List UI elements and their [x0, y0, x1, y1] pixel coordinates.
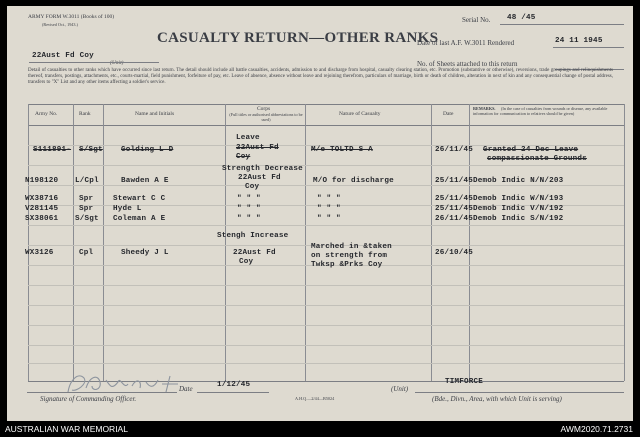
- r1-remark-2: compassionate Grounds: [487, 155, 587, 163]
- ruled-line: [28, 305, 624, 306]
- col-header-date: Date: [443, 111, 454, 117]
- r1-army-no: S111891-: [33, 146, 72, 154]
- col-header-remarks: REMARKS.: [473, 106, 496, 111]
- col-header-remarks-note: (In the case of casualties from wounds or disease, any available information for communication to relatives should be given): [473, 106, 608, 116]
- serial-rule: [500, 24, 624, 25]
- unit-rule: [29, 62, 159, 63]
- signature-rule: [27, 392, 177, 393]
- date-last-value: 24 11 1945: [555, 37, 603, 45]
- unit-value: 22Aust Fd Coy: [32, 52, 94, 60]
- r4-army-no: V281145: [25, 205, 59, 213]
- ruled-line: [28, 165, 624, 166]
- r6-name: Sheedy J L: [121, 249, 169, 257]
- bottom-date-label: Date: [179, 385, 193, 393]
- archive-footer: [0, 421, 640, 437]
- serial-value: 48 /45: [507, 14, 536, 22]
- col-header-corps-note: (Full titles or authorised abbreviations to be used): [229, 112, 303, 122]
- r3-nature: " " ": [317, 195, 341, 203]
- r4-name: Hyde L: [113, 205, 142, 213]
- r4-corps: " " ": [237, 205, 261, 213]
- bottom-date-value: 1/12/45: [217, 381, 251, 389]
- r4-remark: Demob Indic V/N/192: [473, 205, 564, 213]
- ruled-line: [28, 285, 624, 286]
- r2-corps-line1: 22Aust Fd: [238, 174, 281, 182]
- col-header-name: Name and Initials: [135, 111, 175, 117]
- bottom-date-rule: [197, 392, 269, 393]
- r3-date: 25/11/45: [435, 195, 474, 203]
- r4-date: 25/11/45: [435, 205, 474, 213]
- r6-date: 26/10/45: [435, 249, 474, 257]
- unit-label: (Unit): [110, 60, 124, 66]
- r5-corps: " " ": [237, 215, 261, 223]
- date-last-rule: [553, 47, 624, 48]
- sheets-label: No. of Sheets attached to this return: [417, 60, 518, 68]
- r1-name: Golding L D: [121, 146, 174, 154]
- r2-date: 25/11/45: [435, 177, 474, 185]
- r5-army-no: SX38061: [25, 215, 59, 223]
- col-header-corps: Corps: [257, 106, 271, 112]
- r6-corps-line2: Coy: [239, 258, 254, 266]
- table-right-border: [624, 104, 625, 381]
- r6-nature-line1: Marched in &taken: [311, 243, 392, 251]
- r6-army-no: WX3126: [25, 249, 54, 257]
- r3-name: Stewart C C: [113, 195, 166, 203]
- r5-rank: S/Sgt: [75, 215, 99, 223]
- r5-date: 26/11/45: [435, 215, 474, 223]
- leave-label: Leave: [236, 134, 260, 142]
- bde-value: TIMFORCE: [445, 378, 484, 386]
- r5-nature: " " ": [317, 215, 341, 223]
- r2-nature: M/O for discharge: [313, 177, 394, 185]
- r1-nature: M/e TOLTD S A: [311, 146, 373, 154]
- r3-remark: Demob Indic W/N/193: [473, 195, 564, 203]
- bde-rule: [415, 392, 624, 393]
- strength-decrease-label: Strength Decrease: [222, 165, 303, 173]
- ruled-line: [28, 225, 624, 226]
- archive-reference: AWM2020.71.2731: [560, 424, 633, 434]
- r1-rank: S/Sgt: [79, 146, 103, 154]
- instructions-text: Detail of casualties to other ranks which have occurred since last return. The detail should include all battle casualties, accidents, admission to and discharge from hospital, casualty clearing station, etc. Promotion (substantive or otherwise), reversions, trade groupings and relinquishments thereof, transfers, postings, attachments, etc., courts-martial, field punishment, forfeiture of pay, etc. Leave of absence, absence without leave and rejoining therefrom, particulars of marriage, birth or death of children, alteration in next of kin and any consequential change of postal address, transfers to "X" List and any other items affecting a soldier's service.: [28, 68, 613, 86]
- bottom-unit-label: (Unit): [391, 385, 409, 393]
- signature-label: Signature of Commanding Officer.: [40, 395, 137, 403]
- serial-label: Serial No.: [462, 16, 491, 24]
- ruled-line: [28, 185, 624, 186]
- r5-remark: Demob Indic S/N/192: [473, 215, 564, 223]
- r2-corps-line2: Coy: [245, 183, 260, 191]
- date-last-label: Date of last A.F. W.3011 Rendered: [417, 39, 515, 47]
- printer-code: A.H.Q.—2/44—B5024: [295, 396, 335, 401]
- r2-army-no: N198120: [25, 177, 59, 185]
- ruled-line: [28, 363, 624, 364]
- r2-remark: Demob Indic N/N/203: [473, 177, 564, 185]
- revised-label: (Revised Oct., 1943.): [42, 22, 78, 27]
- r6-rank: Cpl: [79, 249, 94, 257]
- table-top-rule: [28, 104, 624, 105]
- bde-label: (Bde., Divn., Area, with which Unit is serving): [432, 395, 562, 403]
- strength-increase-label: Stengh Increase: [217, 232, 289, 240]
- r2-name: Bawden A E: [121, 177, 169, 185]
- col-header-rank: Rank: [79, 111, 91, 117]
- r1-corps: 22Aust Fd Coy: [236, 144, 279, 161]
- archive-name: AUSTRALIAN WAR MEMORIAL: [5, 424, 128, 434]
- r4-nature: " " ": [317, 205, 341, 213]
- table-header-rule: [28, 125, 624, 126]
- r4-rank: Spr: [79, 205, 94, 213]
- r3-corps: " " ": [237, 195, 261, 203]
- ruled-line: [28, 325, 624, 326]
- r6-corps-line1: 22Aust Fd: [233, 249, 276, 257]
- r3-army-no: WX38716: [25, 195, 59, 203]
- r3-rank: Spr: [79, 195, 94, 203]
- r2-rank: L/Cpl: [75, 177, 99, 185]
- r5-name: Coleman A E: [113, 215, 166, 223]
- col-header-army-no: Army No.: [35, 111, 58, 117]
- form-title: CASUALTY RETURN—OTHER RANKS: [157, 30, 439, 46]
- r1-date: 26/11/45: [435, 146, 474, 154]
- casualty-return-form: [7, 6, 633, 421]
- ruled-line: [28, 345, 624, 346]
- r1-remark-1: Granted 24 Dec Leave: [483, 146, 579, 154]
- r6-nature-line3: Twksp &Prks Coy: [311, 261, 383, 269]
- r6-nature-line2: on strength from: [311, 252, 388, 260]
- army-form-label: ARMY FORM W.3011 (Books of 100): [28, 14, 115, 20]
- col-header-nature: Nature of Casualty: [339, 111, 381, 117]
